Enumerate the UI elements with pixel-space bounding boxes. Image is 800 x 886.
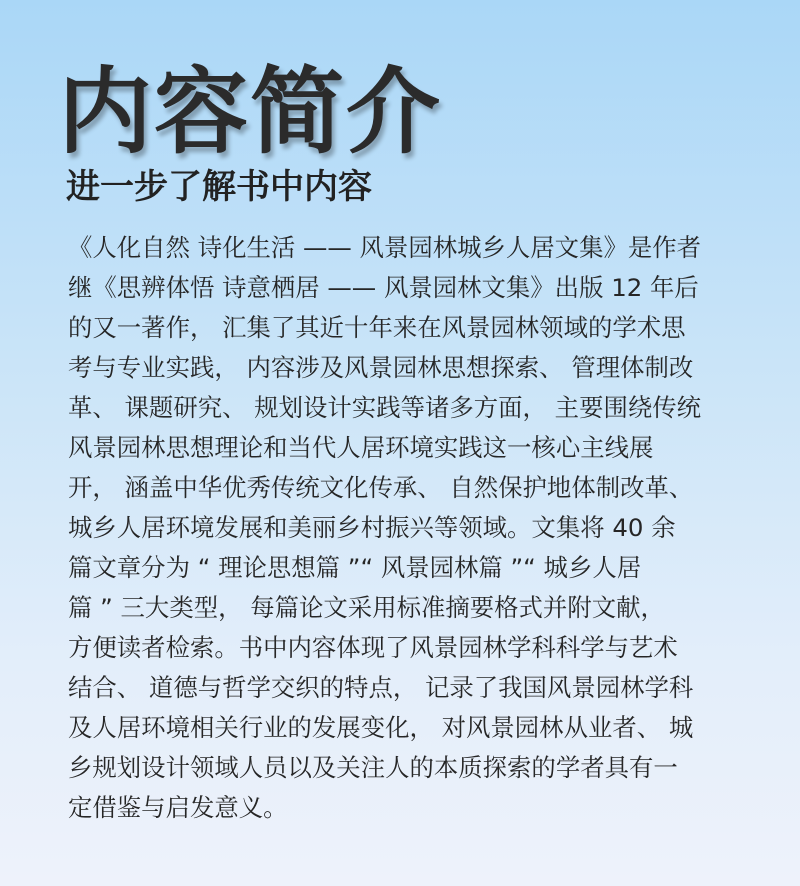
paragraph-line: 《人化自然 诗化生活 —— 风景园林城乡人居文集》是作者 xyxy=(68,233,702,262)
paragraph-line: 方便读者检索。书中内容体现了风景园林学科科学与艺术 xyxy=(68,633,678,662)
paragraph-line: 城乡人居环境发展和美丽乡村振兴等领域。文集将 40 余 xyxy=(68,513,676,542)
paragraph-line: 篇文章分为 “ 理论思想篇 ”“ 风景园林篇 ”“ 城乡人居 xyxy=(68,553,642,582)
paragraph-line: 结合、 道德与哲学交织的特点， 记录了我国风景园林学科 xyxy=(68,673,694,702)
intro-paragraph xyxy=(68,228,748,828)
page-title: 内容简介 xyxy=(58,58,443,167)
paragraph-line: 继《思辨体悟 诗意栖居 —— 风景园林文集》出版 12 年后 xyxy=(68,273,699,302)
paragraph-line: 开， 涵盖中华优秀传统文化传承、 自然保护地体制改革、 xyxy=(68,473,694,502)
paragraph-line: 及人居环境相关行业的发展变化， 对风景园林从业者、 城 xyxy=(68,713,694,742)
paragraph-line: 篇 ” 三大类型， 每篇论文采用标准摘要格式并附文献， xyxy=(68,593,665,622)
paragraph-line: 的又一著作， 汇集了其近十年来在风景园林领域的学术思 xyxy=(68,313,686,342)
paragraph-line: 风景园林思想理论和当代人居环境实践这一核心主线展 xyxy=(68,433,654,462)
page-subtitle: 进一步了解书中内容 xyxy=(66,167,372,207)
paragraph-line: 乡规划设计领域人员以及关注人的本质探索的学者具有一 xyxy=(68,753,678,782)
paragraph-line: 革、 课题研究、 规划设计实践等诸多方面， 主要围绕传统 xyxy=(68,393,702,422)
paragraph-line: 考与专业实践， 内容涉及风景园林思想探索、 管理体制改 xyxy=(68,353,694,382)
paragraph-line: 定借鉴与启发意义。 xyxy=(68,793,288,822)
